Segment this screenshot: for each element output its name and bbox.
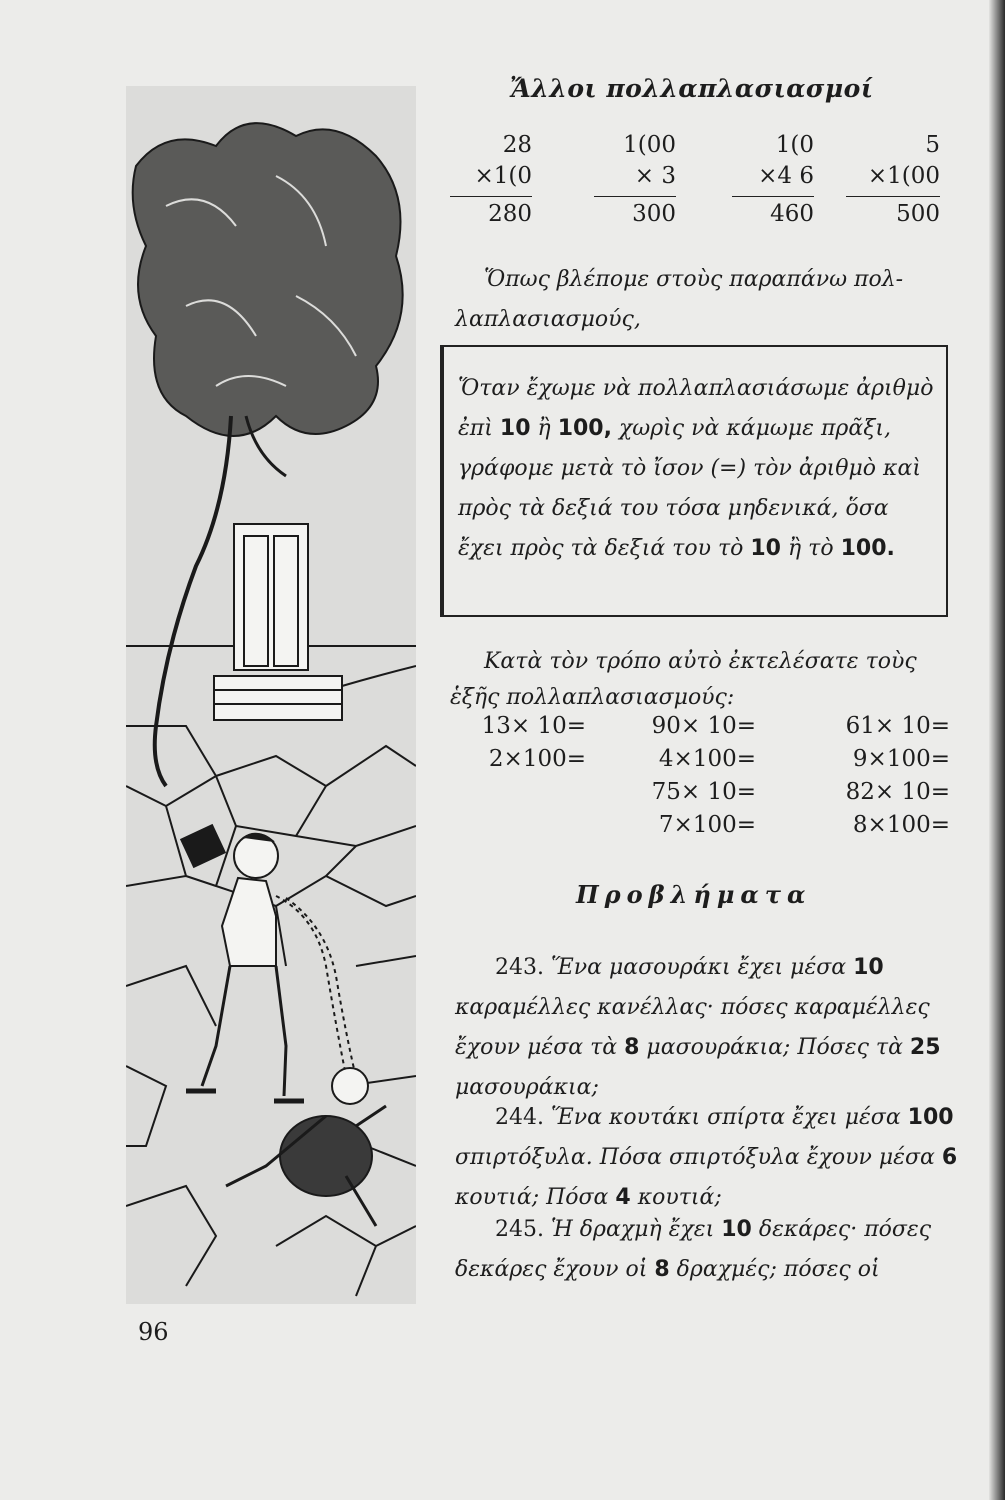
rule-box <box>440 345 948 617</box>
exercise-column-1 <box>450 710 586 776</box>
problem-value: 25 <box>909 1035 941 1060</box>
problem-text: κουτιά; Πόσα <box>455 1185 616 1210</box>
rule-text-part: ἢ <box>530 416 558 441</box>
exercise-column-2 <box>620 710 756 842</box>
example-multiplier: ×4 6 <box>758 163 814 189</box>
intro-line-2: λαπλασιασμούς, <box>455 307 641 332</box>
problem-text: Ἕνα μασουράκι ἔχει μέσα <box>543 955 854 980</box>
problem-value: 10 <box>853 955 884 980</box>
example-result: 460 <box>770 201 814 227</box>
example-top: 5 <box>925 132 940 158</box>
problem-value: 10 <box>721 1217 752 1242</box>
exercise-item: 61× 10= <box>845 713 950 739</box>
page-edge-shadow <box>989 0 1005 1500</box>
example-multiplier: ×1(00 <box>867 163 940 189</box>
rule-number-100: 100. <box>840 536 895 561</box>
page-number: 96 <box>138 1318 169 1346</box>
problem-text: Ἡ δραχμὴ ἔχει <box>543 1217 722 1242</box>
problem-text: καραμέλλες κανέλλας· πόσες καραμέλλες ἔχουν μέσα τὰ <box>455 995 930 1060</box>
example-top: 1(00 <box>623 132 676 158</box>
example-multiplication <box>594 130 676 230</box>
problem-value: 100 <box>907 1105 954 1130</box>
example-rule <box>594 196 676 197</box>
example-top: 28 <box>502 132 532 158</box>
problem-243 <box>455 948 965 1108</box>
problem-number: 245. <box>495 1217 544 1242</box>
example-multiplier: × 3 <box>634 163 676 189</box>
rule-text-part: Ὅταν ἔχωμε νὰ πολλαπλασιάσωμε ἀριθμὸ ἐπὶ <box>458 376 934 441</box>
rule-text-part: ἢ τὸ <box>781 536 841 561</box>
problem-value: 8 <box>654 1257 670 1282</box>
exercise-item: 13× 10= <box>481 713 586 739</box>
example-result: 300 <box>632 201 676 227</box>
example-multiplier: ×1(0 <box>474 163 532 189</box>
rule-text-part: χωρὶς νὰ κάμωμε πρᾶξι, γράφομε μετὰ τὸ ἴσον (=) τὸν ἀριθμὸ καὶ πρὸς τὰ δεξιά του τόσα μηδενικά, ὅσα ἔχει πρὸς τὰ δεξιά του τὸ <box>458 416 921 561</box>
illustration-boys-watering <box>126 86 416 1304</box>
problem-value: 4 <box>615 1185 631 1210</box>
example-rule <box>732 196 814 197</box>
example-rule <box>450 196 532 197</box>
example-rule <box>846 196 940 197</box>
illustration-drawing <box>126 86 416 1304</box>
problem-text: σπιρτόξυλα. Πόσα σπιρτόξυλα ἔχουν μέσα <box>455 1145 942 1170</box>
exercise-item: 2×100= <box>488 746 586 772</box>
problem-text: μασουράκια; Πόσες τὰ <box>639 1035 910 1060</box>
exercise-column-3 <box>800 710 950 842</box>
exercise-item: 7×100= <box>658 812 756 838</box>
rule-number-10: 10 <box>750 536 781 561</box>
exercise-item: 8×100= <box>852 812 950 838</box>
problem-number: 244. <box>495 1105 544 1130</box>
exercise-item: 9×100= <box>852 746 950 772</box>
example-multiplication <box>732 130 814 230</box>
instruction-line-1: Κατὰ τὸν τρόπο αὐτὸ ἐκτελέσατε τοὺς <box>484 649 917 674</box>
problem-value: 8 <box>624 1035 640 1060</box>
problem-text: κουτιά; <box>630 1185 722 1210</box>
example-multiplication <box>846 130 940 230</box>
exercise-item: 4×100= <box>658 746 756 772</box>
example-top: 1(0 <box>775 132 814 158</box>
problem-text: μασουράκια; <box>455 1075 599 1100</box>
example-multiplication <box>450 130 532 230</box>
rule-number-10: 10 <box>499 416 531 441</box>
exercise-item: 82× 10= <box>845 779 950 805</box>
page-title: Ἄλλοι πολλαπλασιασμοί <box>510 74 874 103</box>
example-result: 500 <box>896 201 940 227</box>
problem-244 <box>455 1098 965 1218</box>
instruction-line-2: ἑξῆς πολλαπλασιασμούς: <box>450 685 735 710</box>
problems-heading: Προβλήματα <box>576 880 812 909</box>
intro-line-1: Ὅπως βλέπομε στοὺς παραπάνω πολ- <box>484 267 904 292</box>
exercise-item: 75× 10= <box>651 779 756 805</box>
problem-value: 6 <box>941 1145 958 1170</box>
rule-number-100: 100, <box>557 416 612 441</box>
problem-245 <box>455 1210 965 1290</box>
problem-text: Ἕνα κουτάκι σπίρτα ἔχει μέσα <box>543 1105 908 1130</box>
problem-text: δεκάρες· πόσες δεκάρες ἔχουν οἱ <box>455 1217 932 1282</box>
problem-text: δραχμές; πόσες οἱ <box>669 1257 880 1282</box>
problem-number: 243. <box>495 955 544 980</box>
rule-text <box>458 369 936 569</box>
example-result: 280 <box>488 201 532 227</box>
exercise-item: 90× 10= <box>651 713 756 739</box>
